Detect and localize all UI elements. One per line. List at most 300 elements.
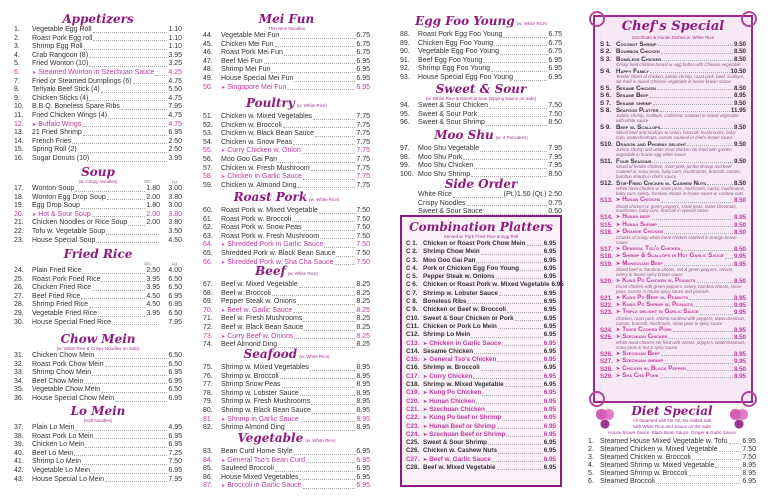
menu-item[interactable] — [14, 237, 182, 246]
pepper-icon: ➤ — [221, 259, 226, 266]
dot-leader — [474, 353, 543, 354]
item-price: 6.95 — [356, 456, 370, 464]
item-name-text: Sweet & Sour Shrimp — [418, 119, 485, 127]
menu-item[interactable] — [203, 381, 370, 390]
menu-item[interactable] — [406, 306, 556, 314]
item-price: 8.50 — [733, 228, 746, 236]
dot-leader — [725, 258, 733, 259]
menu-item[interactable] — [14, 476, 182, 485]
dot-leader — [85, 447, 167, 448]
item-price: 6.95 — [168, 432, 182, 440]
item-number: S14. — [600, 214, 613, 222]
menu-item[interactable] — [203, 207, 370, 216]
item-name — [32, 361, 104, 370]
menu-item[interactable] — [588, 462, 756, 470]
dot-leader — [664, 233, 733, 234]
item-name-text: Moo Shu Pork — [418, 153, 463, 161]
item-name-text: Moo Shu Shrimp — [418, 170, 471, 178]
dot-leader — [272, 295, 356, 296]
dot-leader — [78, 152, 168, 153]
dot-leader — [483, 62, 547, 63]
item-name-text: Chicken in Garlic Sauce — [227, 173, 302, 181]
menu-item[interactable] — [14, 352, 182, 361]
section-title — [14, 165, 182, 179]
menu-item[interactable] — [400, 102, 562, 111]
item-price-large: 4.50 — [168, 236, 182, 244]
menu-item[interactable] — [406, 381, 556, 389]
item-name — [32, 237, 95, 246]
menu-item[interactable] — [203, 156, 370, 165]
item-price: 7.75 — [356, 113, 370, 120]
menu-item[interactable] — [600, 373, 746, 380]
menu-item[interactable] — [14, 112, 182, 121]
menu-item[interactable] — [14, 433, 182, 442]
menu-item[interactable] — [14, 301, 182, 310]
menu-item[interactable] — [400, 191, 562, 200]
pepper-icon: ➤ — [423, 456, 428, 463]
item-number: C21. — [406, 405, 420, 413]
dot-leader — [681, 250, 733, 251]
item-name-text: Moo Shu Chicken — [418, 162, 474, 170]
item-description: Crispy fried chicken breast w. egg batter with Chinese vegetable — [616, 61, 741, 67]
dot-leader — [95, 358, 167, 359]
item-name — [423, 265, 519, 273]
dot-leader — [320, 238, 355, 239]
menu-item[interactable] — [203, 66, 370, 75]
menu-item[interactable] — [406, 273, 556, 281]
pepper-icon: ➤ — [616, 246, 621, 253]
item-price: 7.95 — [548, 153, 562, 161]
size-large-header: Lg. — [171, 261, 178, 266]
dot-leader — [673, 331, 733, 332]
menu-item[interactable] — [203, 113, 370, 122]
item-number: 83. — [203, 448, 213, 455]
menu-item[interactable] — [600, 92, 746, 99]
section-title-text: Appetizers — [62, 12, 134, 26]
menu-item[interactable] — [406, 398, 556, 406]
menu-item[interactable] — [600, 100, 746, 107]
menu-item[interactable] — [14, 228, 182, 237]
item-name — [221, 122, 282, 131]
menu-item[interactable] — [588, 438, 756, 446]
menu-item[interactable] — [203, 407, 370, 416]
item-name — [32, 310, 97, 319]
item-name-text: Vegetable Fried Rice — [32, 309, 97, 317]
item-name — [423, 323, 497, 331]
item-price: 8.50 — [548, 119, 562, 127]
dot-leader — [661, 355, 733, 356]
pepper-icon: ➤ — [32, 69, 37, 76]
item-number: C 6. — [406, 281, 418, 289]
menu-item[interactable] — [406, 257, 556, 265]
menu-item[interactable] — [600, 41, 746, 48]
dot-leader — [107, 199, 146, 200]
menu-item[interactable] — [588, 446, 756, 454]
menu-item[interactable] — [14, 60, 182, 69]
menu-item[interactable] — [400, 48, 562, 57]
menu-item[interactable] — [203, 58, 370, 67]
item-name — [418, 145, 479, 154]
menu-item[interactable] — [203, 315, 370, 324]
menu-item[interactable] — [203, 290, 370, 299]
item-price: 9.95 — [733, 309, 746, 317]
menu-item[interactable] — [203, 333, 370, 342]
menu-item[interactable] — [14, 319, 182, 328]
item-description: White meat chicken w. snow peas, mushroom, carrot, mushrooms, baby corn, celery, bamboo shoots in brown sauce w. cashew nuts — [616, 186, 746, 197]
item-name-text: Steamed Shrimp w. Mixed Vegetable — [600, 462, 715, 469]
menu-item[interactable] — [400, 154, 562, 163]
size-small-header: Sm. — [143, 261, 152, 266]
item-name — [221, 465, 274, 474]
menu-item[interactable] — [14, 35, 182, 44]
item-name — [423, 281, 549, 289]
item-number: 44. — [203, 32, 213, 39]
menu-item[interactable] — [203, 233, 370, 242]
menu-item[interactable] — [406, 290, 556, 298]
dot-leader — [313, 119, 355, 120]
menu-item[interactable] — [588, 470, 756, 478]
item-name — [221, 233, 319, 242]
item-price: 9.50 — [733, 41, 746, 48]
menu-item[interactable] — [14, 121, 182, 130]
item-name-text: General Tso's Bean Curd — [227, 456, 306, 464]
item-name — [32, 52, 88, 61]
item-name-text: Twice Cooked Pork — [622, 325, 673, 333]
item-name — [418, 102, 488, 111]
menu-item[interactable] — [203, 84, 370, 93]
menu-item[interactable] — [406, 281, 564, 289]
item-price: 6.95 — [356, 448, 370, 455]
menu-item[interactable] — [14, 310, 182, 319]
menu-item[interactable] — [406, 356, 556, 364]
menu-item[interactable] — [14, 103, 182, 112]
menu-item[interactable] — [406, 447, 556, 455]
menu-item[interactable] — [203, 224, 370, 233]
menu-item[interactable] — [203, 49, 370, 58]
menu-item[interactable] — [14, 267, 182, 276]
item-number: 84. — [203, 456, 213, 464]
menu-item[interactable] — [203, 250, 370, 259]
menu-item[interactable] — [14, 467, 182, 476]
menu-item[interactable] — [406, 315, 556, 323]
menu-item[interactable] — [400, 145, 562, 154]
menu-item[interactable] — [406, 248, 556, 256]
menu-item[interactable] — [400, 65, 562, 74]
item-price: 10.50 — [730, 67, 746, 75]
menu-item[interactable] — [406, 389, 556, 397]
menu-item[interactable] — [14, 395, 182, 404]
menu-item[interactable] — [600, 48, 746, 55]
menu-item[interactable] — [14, 155, 182, 164]
item-price: 6.95 — [168, 441, 182, 449]
dot-leader — [498, 328, 543, 329]
item-number: S 5. — [600, 84, 612, 92]
menu-item[interactable] — [406, 456, 556, 464]
item-price: 6.95 — [543, 256, 556, 264]
menu-item[interactable] — [14, 441, 182, 450]
combination-list — [406, 240, 564, 472]
item-number: 33. — [14, 369, 24, 377]
item-price: 4.75 — [168, 94, 182, 102]
menu-item[interactable] — [203, 147, 370, 156]
pepper-icon: ➤ — [616, 228, 621, 235]
item-price-large: 7.95 — [168, 318, 182, 326]
item-name — [418, 200, 465, 209]
item-name-text: Mongolian Beef — [622, 259, 663, 267]
item-number: S11. — [600, 158, 613, 166]
dot-leader — [505, 386, 543, 387]
menu-item[interactable] — [203, 165, 370, 174]
menu-item[interactable] — [406, 240, 556, 248]
menu-item[interactable] — [203, 307, 370, 316]
item-name — [423, 398, 475, 406]
menu-item[interactable] — [203, 216, 370, 225]
menu-item[interactable] — [14, 450, 182, 459]
item-price-large: 4.00 — [168, 267, 182, 274]
item-name-text: 21 Fried Shrimp — [32, 129, 82, 137]
menu-item[interactable] — [203, 281, 370, 290]
item-number: 41. — [14, 458, 24, 466]
item-name-text: Fried Wonton (10) — [32, 60, 89, 68]
menu-item[interactable] — [400, 57, 562, 66]
menu-item[interactable] — [406, 265, 556, 273]
item-price: 4.25 — [168, 68, 182, 76]
menu-item[interactable] — [406, 431, 556, 439]
menu-item[interactable] — [14, 284, 182, 293]
dot-leader — [471, 337, 543, 338]
item-name-text: Kung Po Chicken w. Peanuts — [622, 276, 696, 284]
item-number: S22. — [600, 302, 613, 310]
menu-item[interactable] — [203, 474, 370, 483]
menu-item[interactable] — [14, 276, 182, 285]
item-number: 1. — [588, 438, 594, 445]
menu-item[interactable] — [406, 423, 556, 431]
item-number: S 7. — [600, 99, 612, 107]
section-title — [14, 332, 182, 346]
menu-item[interactable] — [406, 464, 556, 472]
menu-item[interactable] — [14, 293, 182, 302]
dot-leader — [467, 303, 542, 304]
dot-leader — [115, 401, 167, 402]
menu-item[interactable] — [14, 424, 182, 433]
menu-item[interactable] — [400, 31, 562, 40]
menu-item[interactable] — [14, 386, 182, 395]
dot-leader — [661, 53, 733, 54]
section-title-text: Egg Foo Young — [415, 14, 515, 28]
menu-item[interactable] — [14, 146, 182, 155]
item-price: 7.50 — [742, 454, 756, 461]
item-name-text: Shrimp w. Mixed Vegetable — [423, 381, 504, 389]
dot-leader — [303, 488, 356, 489]
menu-item[interactable] — [14, 458, 182, 467]
section-beef — [203, 264, 370, 350]
menu-item[interactable] — [400, 40, 562, 49]
section-egg-foo-young — [400, 14, 562, 83]
menu-item[interactable] — [406, 364, 556, 372]
menu-item[interactable] — [203, 75, 370, 84]
item-price: 8.95 — [356, 424, 370, 432]
menu-item[interactable] — [203, 390, 370, 399]
menu-item[interactable] — [203, 448, 370, 457]
item-price: 8.95 — [356, 381, 370, 389]
menu-item[interactable] — [203, 364, 370, 373]
item-name — [423, 423, 496, 431]
item-name — [423, 389, 481, 397]
item-number: 22. — [14, 227, 24, 235]
menu-item[interactable] — [203, 373, 370, 382]
item-price: 7.50 — [356, 249, 370, 257]
menu-item[interactable] — [406, 348, 556, 356]
item-price: 8.95 — [356, 415, 370, 423]
menu-item[interactable] — [14, 26, 182, 35]
item-name — [32, 86, 100, 95]
menu-item[interactable] — [14, 211, 182, 220]
item-name-text: Shrimp Mei Fun — [221, 66, 271, 74]
dot-leader — [278, 162, 355, 163]
menu-item[interactable] — [600, 85, 746, 92]
section-title — [14, 404, 182, 418]
item-number: 77. — [203, 381, 213, 389]
dot-leader — [500, 54, 547, 55]
menu-item[interactable] — [203, 398, 370, 407]
menu-item[interactable] — [203, 32, 370, 41]
menu-item[interactable] — [588, 454, 756, 462]
menu-item[interactable] — [14, 43, 182, 52]
item-name-text: Shrimp Lo Mein — [423, 331, 471, 339]
item-price: 2.00 — [146, 193, 160, 201]
dot-leader — [466, 205, 547, 206]
item-name — [423, 248, 480, 256]
item-name — [423, 456, 491, 464]
menu-item[interactable] — [203, 324, 370, 333]
item-name — [423, 273, 495, 281]
menu-item[interactable] — [406, 414, 556, 422]
menu-item[interactable] — [14, 219, 182, 228]
menu-item[interactable] — [406, 340, 556, 348]
menu-item[interactable] — [14, 138, 182, 147]
item-number: 72. — [203, 323, 213, 331]
section-title-text: Chow Mein — [60, 332, 136, 346]
item-name — [32, 369, 91, 378]
pepper-icon: ➤ — [423, 431, 428, 438]
menu-item[interactable] — [14, 129, 182, 138]
section-title-text: Lo Mein — [70, 404, 126, 418]
item-name — [418, 119, 485, 128]
menu-item[interactable] — [203, 457, 370, 466]
item-price: 7.50 — [356, 224, 370, 232]
menu-item[interactable] — [203, 41, 370, 50]
item-price: 7.50 — [742, 446, 756, 453]
menu-item[interactable] — [14, 202, 182, 211]
menu-item[interactable] — [14, 361, 182, 370]
dot-leader — [303, 321, 355, 322]
dot-leader — [75, 191, 145, 192]
menu-item[interactable] — [406, 406, 556, 414]
item-number: 88. — [400, 31, 410, 38]
menu-item[interactable] — [406, 298, 556, 306]
menu-item[interactable] — [14, 95, 182, 104]
menu-item[interactable] — [14, 86, 182, 95]
menu-item[interactable] — [14, 69, 182, 78]
menu-item[interactable] — [406, 323, 556, 331]
item-price: 6.95 — [543, 364, 556, 372]
item-number: 30. — [14, 318, 24, 326]
section-note: (w. White Rice) — [296, 103, 328, 108]
item-name-text: Kung Po beef or Shrimp — [429, 414, 502, 422]
menu-item[interactable] — [203, 241, 370, 250]
item-name-text: Roast Pork w. Fresh Mushroom — [221, 232, 320, 240]
menu-item[interactable] — [14, 378, 182, 387]
item-name — [423, 447, 497, 455]
item-name — [221, 113, 312, 122]
item-name — [221, 324, 303, 333]
section-title-text: Sweet & Sour — [435, 82, 527, 96]
menu-item[interactable] — [203, 122, 370, 131]
menu-item[interactable] — [400, 162, 562, 171]
item-price: 6.50 — [168, 352, 182, 359]
dot-leader — [300, 395, 356, 396]
menu-item[interactable] — [14, 185, 182, 194]
item-price: 2.50 — [168, 137, 182, 145]
item-price: 9.95 — [733, 358, 746, 366]
item-number: 34. — [14, 377, 24, 385]
item-name — [32, 194, 106, 203]
menu-item[interactable] — [400, 200, 562, 209]
dot-leader — [83, 135, 168, 136]
menu-item[interactable] — [203, 173, 370, 182]
item-number: 49. — [203, 74, 213, 82]
pepper-icon: ➤ — [221, 307, 226, 314]
menu-item[interactable] — [14, 369, 182, 378]
dot-leader — [292, 221, 355, 222]
dot-leader — [476, 262, 542, 263]
item-price: 3.95 — [168, 51, 182, 59]
menu-item[interactable] — [203, 465, 370, 474]
item-name-text: Shrimp Lo Mein — [32, 458, 82, 466]
item-name-text: Roast Pork Fried Rice — [32, 275, 101, 283]
item-number: S20. — [600, 277, 613, 285]
menu-item[interactable] — [203, 416, 370, 425]
menu-item[interactable] — [400, 119, 562, 128]
menu-item[interactable] — [203, 482, 370, 491]
item-number: 93. — [400, 73, 410, 81]
item-price: 8.50 — [733, 365, 746, 373]
item-name — [32, 121, 81, 130]
item-price: 7.50 — [356, 207, 370, 214]
item-name-text: Shrimp Egg Foo Young — [418, 65, 490, 73]
item-name-text: Shrimp in Garlic Sauce — [227, 415, 299, 423]
item-number: C13. — [406, 339, 420, 347]
pepper-icon: ➤ — [616, 294, 621, 301]
item-name-text: General Tso's Chicken — [429, 356, 497, 364]
dot-leader — [310, 370, 355, 371]
menu-item[interactable] — [14, 194, 182, 203]
menu-item[interactable] — [203, 130, 370, 139]
item-number: 8. — [14, 86, 20, 94]
menu-item[interactable] — [400, 111, 562, 120]
menu-item[interactable] — [14, 78, 182, 87]
menu-item[interactable] — [203, 139, 370, 148]
menu-item[interactable] — [588, 478, 756, 486]
menu-item[interactable] — [406, 439, 556, 447]
menu-item[interactable] — [203, 298, 370, 307]
item-name — [221, 156, 277, 165]
item-name-text: Chicken Egg Foo Young — [418, 39, 494, 47]
menu-item[interactable] — [406, 331, 556, 339]
item-name-text: House Special Egg Foo Young — [418, 73, 513, 81]
menu-item[interactable] — [406, 373, 556, 381]
menu-item[interactable] — [14, 52, 182, 61]
